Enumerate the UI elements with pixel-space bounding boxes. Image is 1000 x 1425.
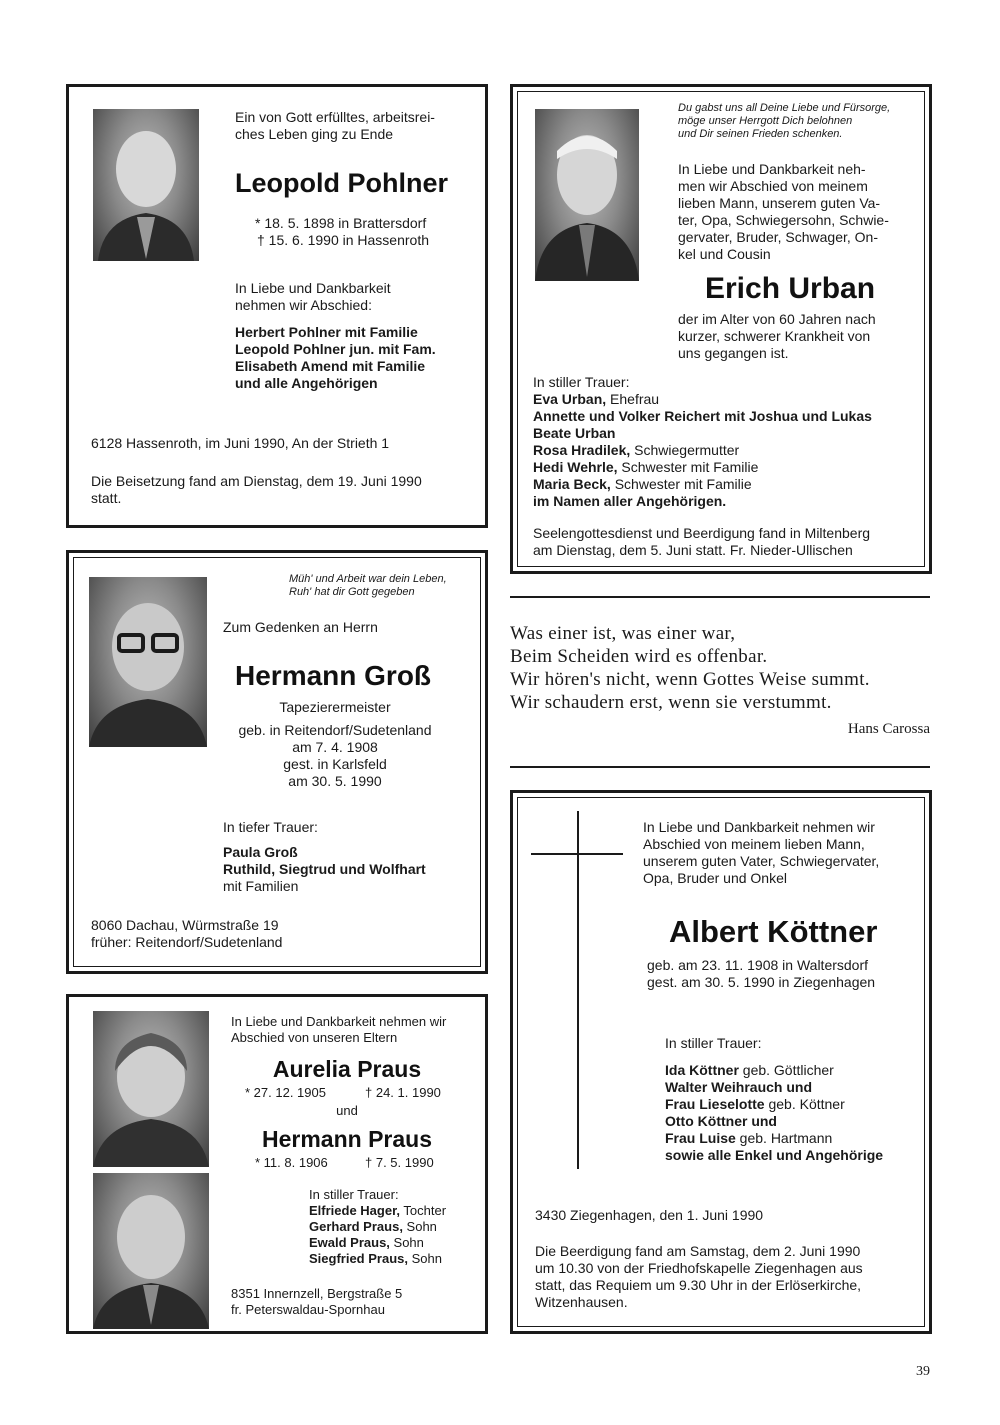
- deceased-name: Hermann Groß: [235, 660, 432, 691]
- intro-text: Ein von Gott erfülltes, arbeitsrei-: [235, 109, 435, 125]
- obituary-gross: [66, 550, 488, 974]
- intro-text: Opa, Bruder und Onkel: [643, 870, 787, 886]
- death-date: † 7. 5. 1990: [365, 1155, 434, 1170]
- relation: Sohn: [407, 1251, 442, 1266]
- poem-line: Wir schaudern erst, wenn sie verstummt.: [510, 692, 832, 713]
- burial-info: statt, das Requiem um 9.30 Uhr in der Erlöserkirche,: [535, 1277, 862, 1293]
- thanks-text: In Liebe und Dankbarkeit: [235, 280, 391, 296]
- relation: Tochter: [400, 1203, 447, 1218]
- relation: Schwester mit Familie: [617, 459, 759, 475]
- death-date: † 24. 1. 1990: [365, 1085, 441, 1100]
- cross-symbol-vertical: [577, 811, 579, 1169]
- obituary-pohlner: [66, 84, 488, 528]
- mourner: Frau Lieselotte: [665, 1096, 765, 1112]
- verse: Müh' und Arbeit war dein Leben,: [289, 573, 447, 585]
- relation: Sohn: [389, 1235, 424, 1250]
- obituary-praus: [66, 994, 488, 1334]
- portrait-photo-urban: [535, 109, 639, 281]
- burial-info: Die Beerdigung fand am Samstag, dem 2. Juni 1990: [535, 1243, 861, 1259]
- death-date: gest. am 30. 5. 1990 in Ziegenhagen: [647, 974, 876, 990]
- death-date: am 30. 5. 1990: [288, 773, 382, 789]
- intro-text: gervater, Bruder, Schwager, On-: [678, 229, 878, 245]
- intro-text: ter, Opa, Schwiegersohn, Schwie-: [678, 212, 889, 228]
- birth-date: geb. am 23. 11. 1908 in Waltersdorf: [647, 957, 869, 973]
- address: 3430 Ziegenhagen, den 1. Juni 1990: [535, 1207, 764, 1223]
- service-info: am Dienstag, dem 5. Juni statt. Fr. Nieder-Ullischen: [533, 542, 853, 558]
- relation: Sohn: [402, 1219, 437, 1234]
- obituary-koettner: [510, 790, 932, 1334]
- portrait-photo-hermann-praus: [93, 1173, 209, 1329]
- portrait-photo-aurelia: [93, 1011, 209, 1167]
- obituary-urban: [510, 84, 932, 574]
- intro-text: In Liebe und Dankbarkeit neh-: [678, 161, 866, 177]
- birth-date: * 27. 12. 1905: [245, 1085, 326, 1100]
- address: 6128 Hassenroth, im Juni 1990, An der Strieth 1: [91, 435, 390, 451]
- relation: Schwester mit Familie: [610, 476, 752, 492]
- poem: [510, 622, 932, 714]
- poem-author: Hans Carossa: [847, 721, 930, 737]
- mourning-label: In stiller Trauer:: [533, 374, 630, 390]
- birth-date: am 7. 4. 1908: [292, 739, 378, 755]
- mourner: Elisabeth Amend mit Familie: [235, 358, 426, 374]
- burial-info: Witzenhausen.: [535, 1294, 628, 1310]
- intro-text: In Liebe und Dankbarkeit nehmen wir: [231, 1014, 447, 1029]
- mourner: Maria Beck,: [533, 476, 611, 492]
- birth-date: * 18. 5. 1898 in Brattersdorf: [255, 215, 427, 231]
- deceased-name-2: Hermann Praus: [261, 1126, 432, 1152]
- thanks-text: nehmen wir Abschied:: [235, 297, 372, 313]
- mourning-label: In stiller Trauer:: [665, 1035, 762, 1051]
- mourner: Paula Groß: [223, 844, 298, 860]
- address: früher: Reitendorf/Sudetenland: [91, 934, 283, 950]
- and-text: und: [336, 1103, 358, 1118]
- mourner: Rosa Hradilek,: [533, 442, 631, 458]
- mourner: Hedi Wehrle,: [533, 459, 618, 475]
- service-info: Seelengottesdienst und Beerdigung fand in Miltenberg: [533, 525, 871, 541]
- relation: Schwiegermutter: [630, 442, 740, 458]
- mourner: Ewald Praus,: [309, 1235, 390, 1250]
- relation: geb. Köttner: [764, 1096, 845, 1112]
- mourning-label: In tiefer Trauer:: [223, 819, 318, 835]
- mourner: und alle Angehörigen: [235, 375, 378, 391]
- address: fr. Peterswaldau-Spornhau: [231, 1302, 385, 1317]
- mourner: Leopold Pohlner jun. mit Fam.: [235, 341, 436, 357]
- profession: Tapezierermeister: [279, 699, 391, 715]
- poem-line: Beim Scheiden wird es offenbar.: [510, 646, 768, 667]
- verse: Ruh' hat dir Gott gegeben: [289, 586, 415, 598]
- mourning-label: In stiller Trauer:: [309, 1187, 399, 1202]
- portrait-photo-pohlner: [93, 109, 199, 261]
- address: 8060 Dachau, Würmstraße 19: [91, 917, 279, 933]
- memory-text: Zum Gedenken an Herrn: [223, 619, 378, 635]
- mourner: im Namen aller Angehörigen.: [533, 493, 727, 509]
- intro-text: In Liebe und Dankbarkeit nehmen wir: [643, 819, 875, 835]
- poem-line: Wir hören's nicht, wenn Gottes Weise summt.: [510, 669, 870, 690]
- poem-rule-bottom: [510, 766, 930, 768]
- intro-text: Abschied von meinem lieben Mann,: [643, 836, 865, 852]
- intro-text: men wir Abschied von meinem: [678, 178, 868, 194]
- address: 8351 Innernzell, Bergstraße 5: [231, 1286, 403, 1301]
- birth-place: geb. in Reitendorf/Sudetenland: [238, 722, 432, 738]
- intro-text: ches Leben ging zu Ende: [235, 126, 394, 142]
- mourner: Siegfried Praus,: [309, 1251, 408, 1266]
- relation: geb. Göttlicher: [738, 1062, 834, 1078]
- mourner-note: mit Familien: [223, 878, 299, 894]
- after-text: uns gegangen ist.: [678, 345, 789, 361]
- death-date: † 15. 6. 1990 in Hassenroth: [257, 232, 430, 248]
- poem-rule-top: [510, 596, 930, 598]
- deceased-name: Erich Urban: [705, 272, 876, 305]
- deceased-name: Leopold Pohlner: [235, 168, 448, 198]
- deceased-name-1: Aurelia Praus: [272, 1056, 422, 1082]
- mourner: Ida Köttner: [665, 1062, 739, 1078]
- intro-text: lieben Mann, unserem guten Va-: [678, 195, 881, 211]
- verse: möge unser Herrgott Dich belohnen: [678, 115, 853, 127]
- mourner: sowie alle Enkel und Angehörige: [665, 1147, 884, 1163]
- burial-info: Die Beisetzung fand am Dienstag, dem 19. Juni 1990: [91, 473, 422, 489]
- burial-info: statt.: [91, 490, 122, 506]
- relation: Ehefrau: [606, 391, 660, 407]
- mourner: Otto Köttner und: [665, 1113, 777, 1129]
- portrait-photo-gross: [89, 577, 207, 747]
- mourner: Eva Urban,: [533, 391, 607, 407]
- cross-symbol-horizontal: [531, 853, 623, 855]
- intro-text: Abschied von unseren Eltern: [231, 1030, 398, 1045]
- mourner: Gerhard Praus,: [309, 1219, 403, 1234]
- deceased-name: Albert Köttner: [669, 914, 878, 949]
- mourner: Walter Weihrauch und: [665, 1079, 813, 1095]
- intro-text: unserem guten Vater, Schwiegervater,: [643, 853, 880, 869]
- poem-line: Was einer ist, was einer war,: [510, 623, 736, 644]
- mourner: Ruthild, Siegtrud und Wolfhart: [223, 861, 426, 877]
- mourner: Herbert Pohlner mit Familie: [235, 324, 418, 340]
- death-place: gest. in Karlsfeld: [283, 756, 387, 772]
- verse: und Dir seinen Frieden schenken.: [678, 128, 843, 140]
- relation: geb. Hartmann: [735, 1130, 833, 1146]
- after-text: kurzer, schwerer Krankheit von: [678, 328, 871, 344]
- birth-date: * 11. 8. 1906: [255, 1155, 328, 1170]
- intro-text: kel und Cousin: [678, 246, 771, 262]
- after-text: der im Alter von 60 Jahren nach: [678, 311, 876, 327]
- mourner: Annette und Volker Reichert mit Joshua und Lukas: [533, 408, 872, 424]
- verse: Du gabst uns all Deine Liebe und Fürsorge,: [678, 102, 891, 114]
- mourner: Frau Luise: [665, 1130, 736, 1146]
- mourner: Beate Urban: [533, 425, 616, 441]
- page-number: 39: [916, 1364, 930, 1379]
- burial-info: um 10.30 von der Friedhofskapelle Ziegenhagen aus: [535, 1260, 863, 1276]
- mourner: Elfriede Hager,: [309, 1203, 401, 1218]
